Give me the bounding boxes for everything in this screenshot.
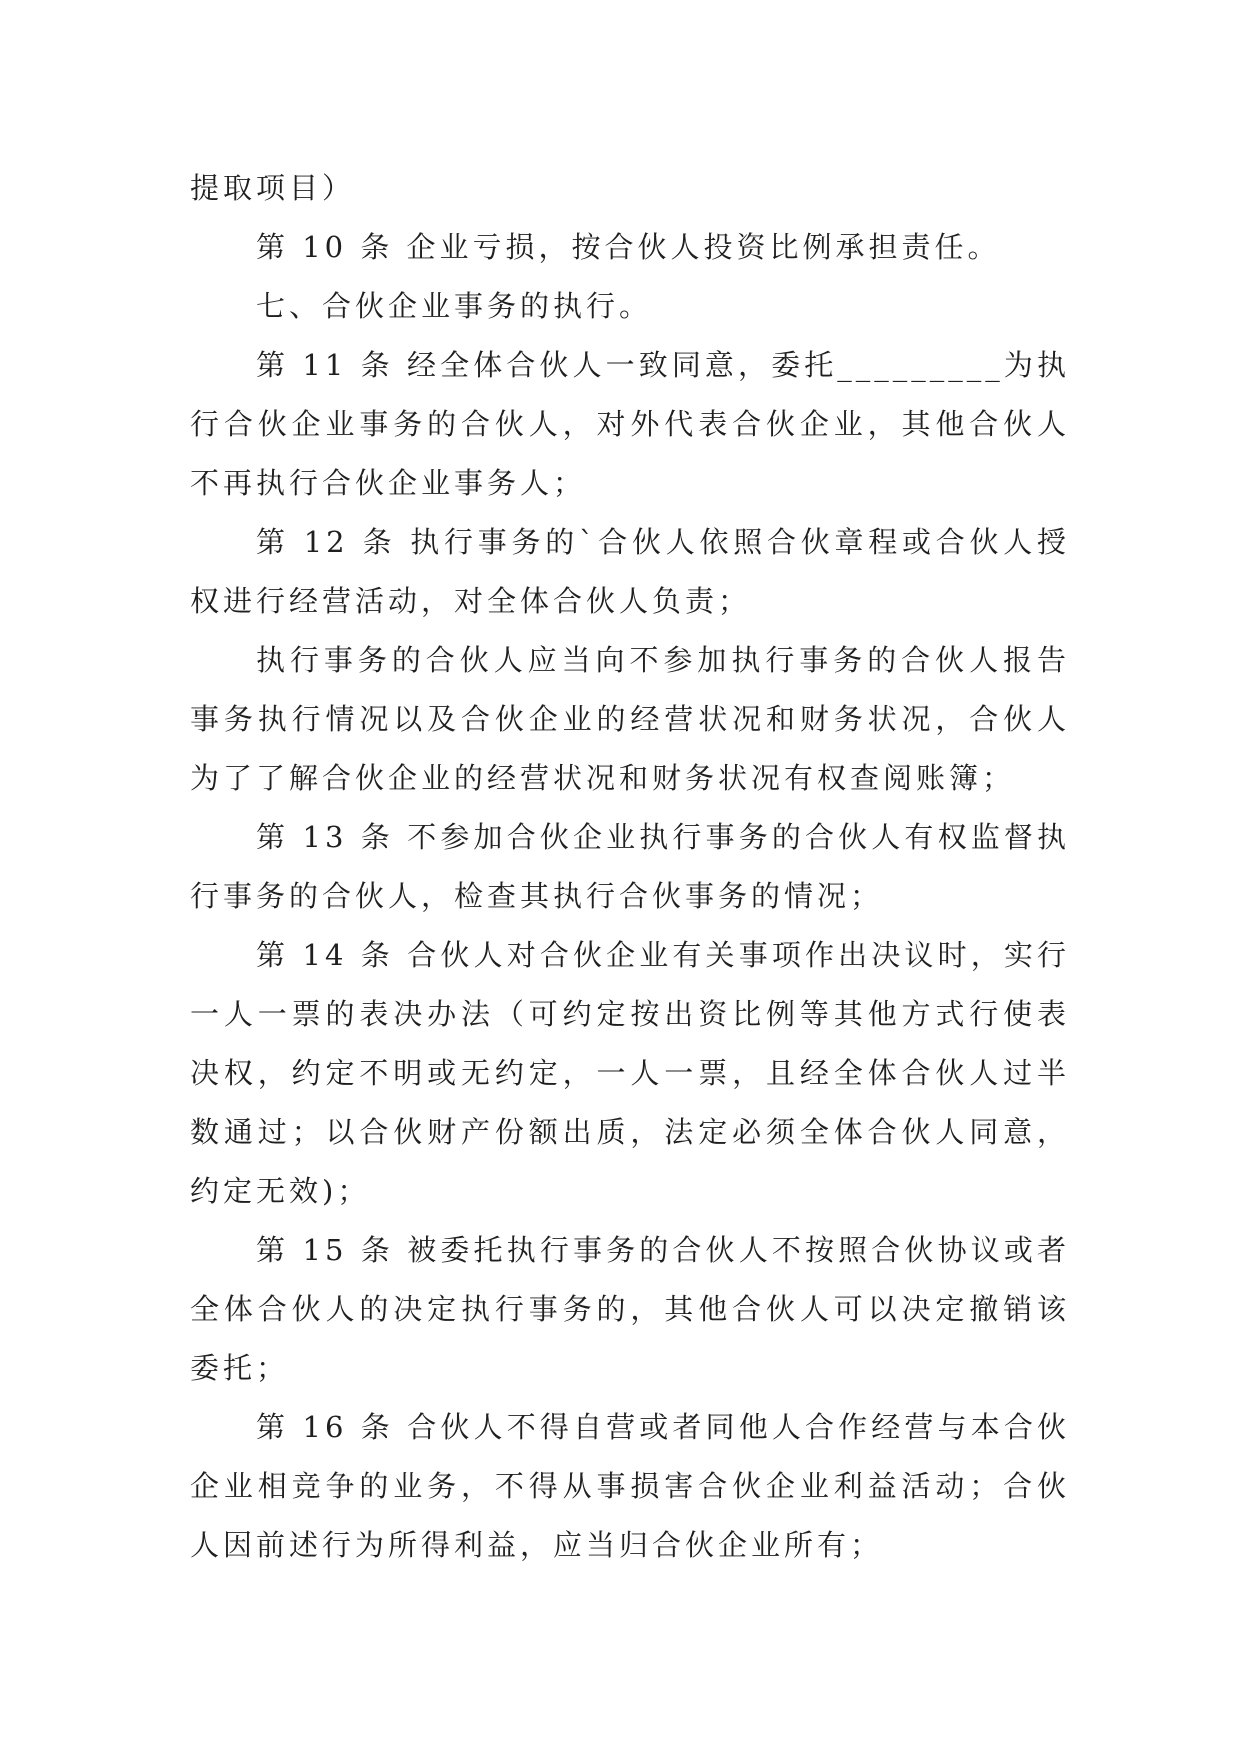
paragraph-article-15: 第 15 条 被委托执行事务的合伙人不按照合伙协议或者全体合伙人的决定执行事务的，其他合伙人可以决定撤销该委托； <box>190 1233 1070 1385</box>
paragraph-continuation: 提取项目） <box>190 171 356 205</box>
paragraph-article-12-continued: 执行事务的合伙人应当向不参加执行事务的合伙人报告事务执行情况以及合伙企业的经营状况和财务状况，合伙人为了了解合伙企业的经营状况和财务状况有权查阅账簿； <box>190 643 1070 795</box>
section-heading-7: 七、合伙企业事务的执行。 <box>256 289 653 323</box>
document-body <box>190 159 1070 1575</box>
paragraph-article-10: 第 10 条 企业亏损，按合伙人投资比例承担责任。 <box>256 230 1001 264</box>
paragraph-article-13: 第 13 条 不参加合伙企业执行事务的合伙人有权监督执行事务的合伙人，检查其执行合伙事务的情况； <box>190 820 1070 913</box>
paragraph-article-14: 第 14 条 合伙人对合伙企业有关事项作出决议时，实行一人一票的表决办法（可约定按出资比例等其他方式行使表决权，约定不明或无约定，一人一票，且经全体合伙人过半数通过；以合伙财产份额出质，法定必须全体合伙人同意，约定无效)； <box>190 938 1070 1208</box>
paragraph-article-16: 第 16 条 合伙人不得自营或者同他人合作经营与本合伙企业相竞争的业务，不得从事损害合伙企业利益活动；合伙人因前述行为所得利益，应当归合伙企业所有； <box>190 1410 1070 1562</box>
paragraph-article-11: 第 11 条 经全体合伙人一致同意，委托_________为执行合伙企业事务的合伙人，对外代表合伙企业，其他合伙人不再执行合伙企业事务人； <box>190 348 1070 500</box>
paragraph-article-12: 第 12 条 执行事务的`合伙人依照合伙章程或合伙人授权进行经营活动，对全体合伙人负责； <box>190 525 1070 618</box>
